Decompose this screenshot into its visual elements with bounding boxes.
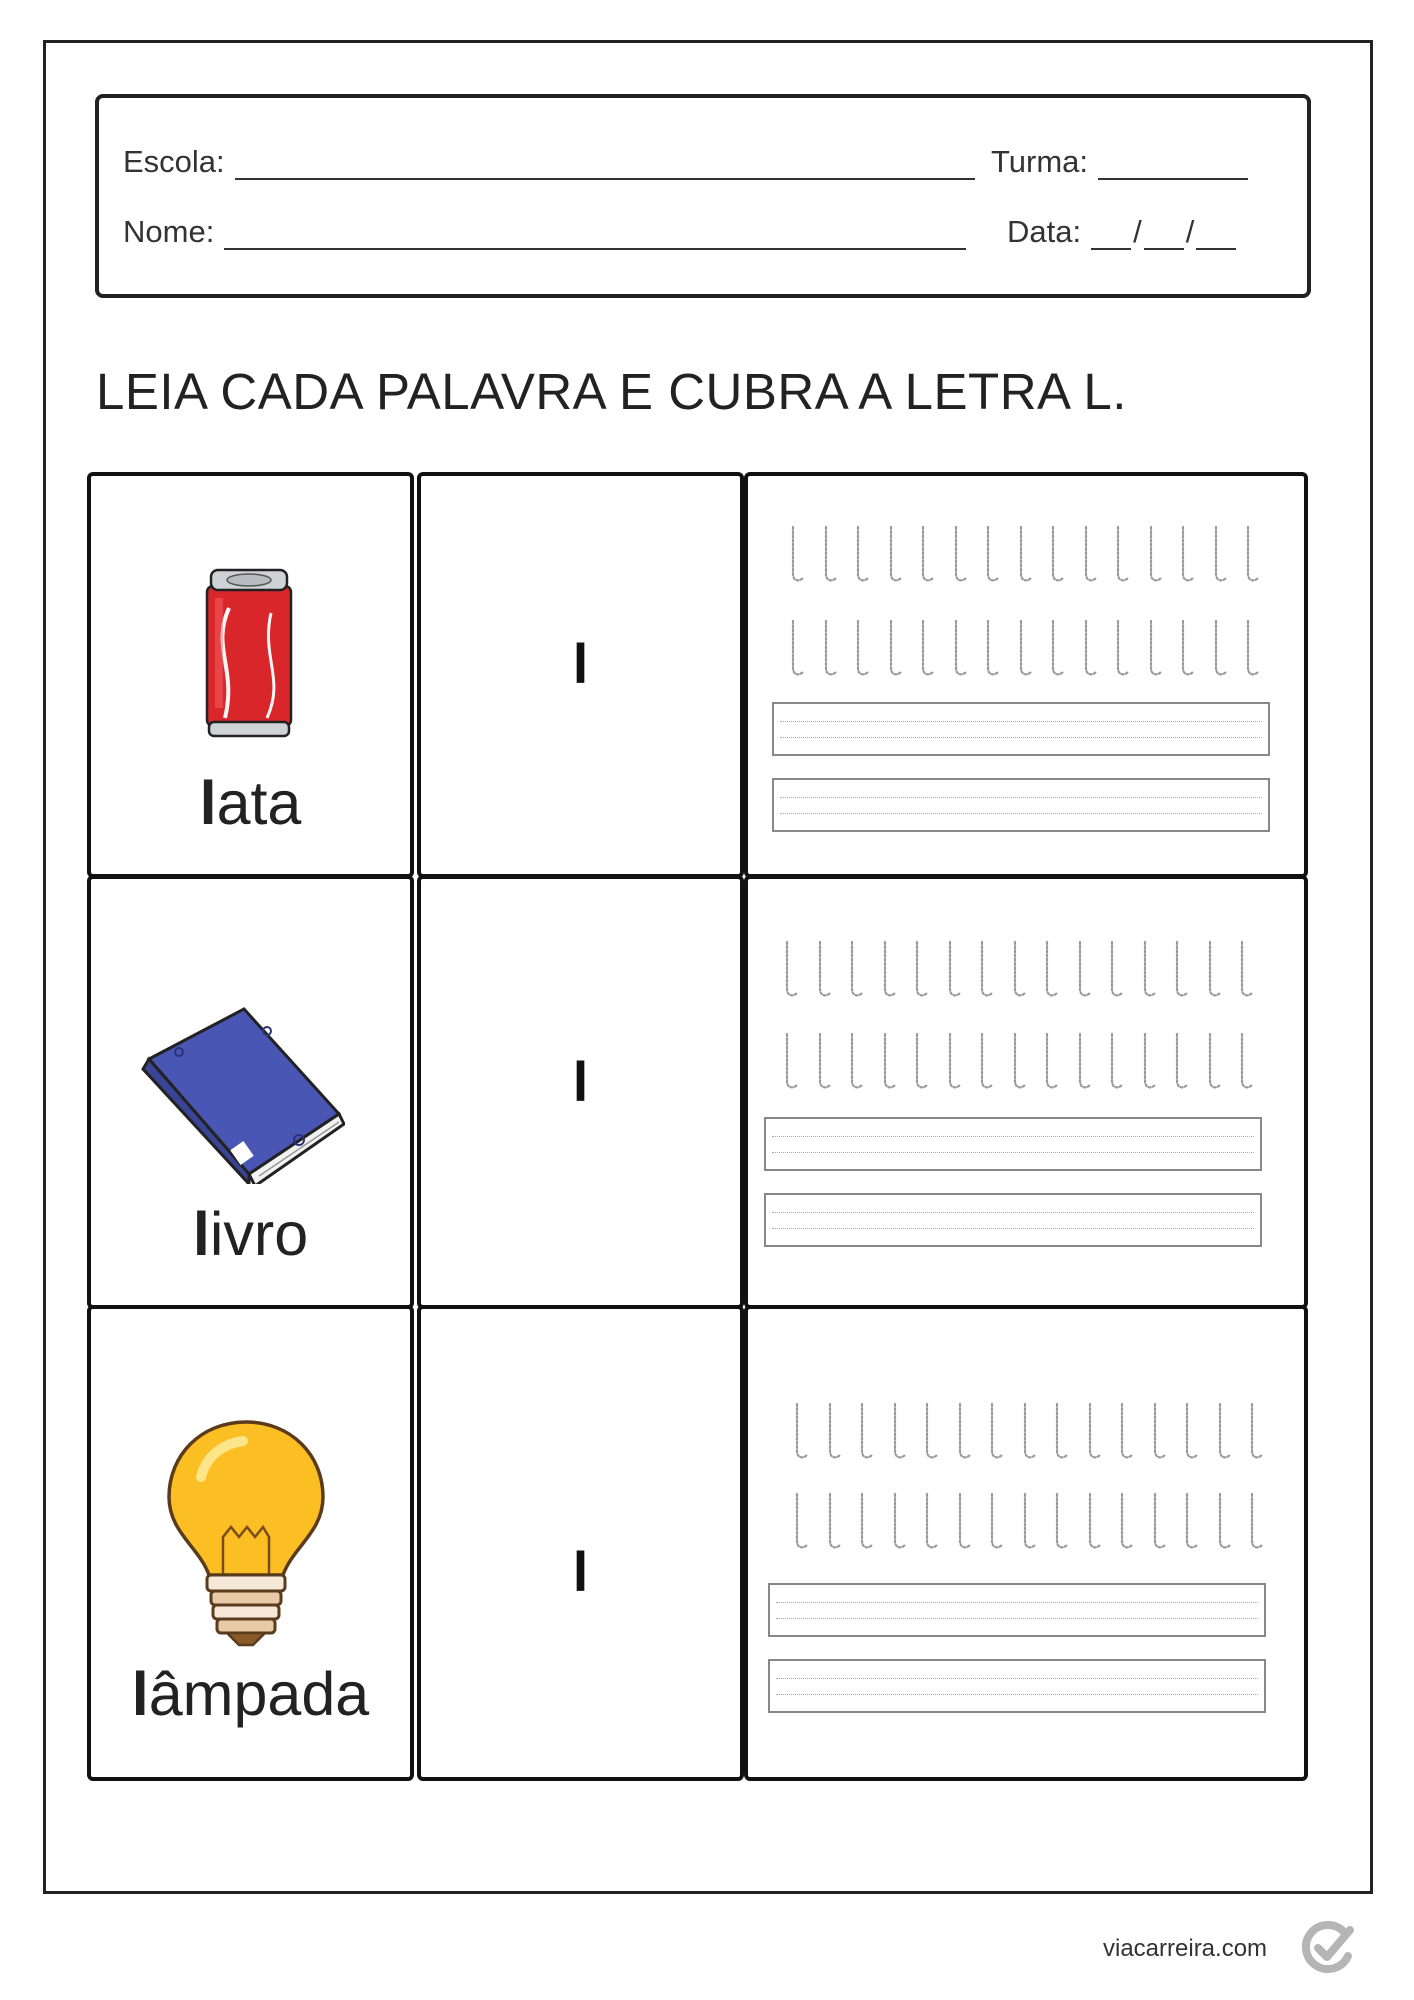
tracing-letter-l[interactable] <box>1235 1031 1255 1091</box>
tracing-letter-l[interactable] <box>1138 939 1158 999</box>
student-info-box <box>95 94 1311 298</box>
tracing-letter-l[interactable] <box>790 1491 810 1551</box>
book-icon <box>139 1004 345 1184</box>
trace-row-3b[interactable] <box>790 1491 1265 1551</box>
tracing-letter-l[interactable] <box>949 618 969 678</box>
tracing-letter-l[interactable] <box>786 524 806 584</box>
letter-2: l <box>572 1050 589 1113</box>
tracing-letter-l[interactable] <box>1209 618 1229 678</box>
class-field <box>991 144 1248 180</box>
tracing-letter-l[interactable] <box>790 1401 810 1461</box>
tracing-letter-l[interactable] <box>845 1031 865 1091</box>
tracing-letter-l[interactable] <box>920 1491 940 1551</box>
write-line-1b[interactable] <box>772 778 1270 832</box>
date-label: Data: <box>1007 214 1082 249</box>
letter-1: l <box>572 632 589 695</box>
tracing-letter-l[interactable] <box>985 1401 1005 1461</box>
tracing-letter-l[interactable] <box>1170 939 1190 999</box>
image-cell-2 <box>87 875 414 1309</box>
tracing-letter-l[interactable] <box>855 1401 875 1461</box>
date-field <box>1007 214 1236 250</box>
tracing-letter-l[interactable] <box>981 618 1001 678</box>
tracing-letter-l[interactable] <box>1203 1031 1223 1091</box>
tracing-letter-l[interactable] <box>813 939 833 999</box>
tracing-letter-l[interactable] <box>1050 1401 1070 1461</box>
tracing-letter-l[interactable] <box>910 1031 930 1091</box>
tracing-letter-l[interactable] <box>851 618 871 678</box>
tracing-letter-l[interactable] <box>1046 524 1066 584</box>
footer-site-link[interactable]: viacarreira.com <box>1103 1935 1268 1962</box>
tracing-letter-l[interactable] <box>1213 1401 1233 1461</box>
school-field <box>123 144 975 180</box>
tracing-letter-l[interactable] <box>813 1031 833 1091</box>
name-input-line[interactable] <box>224 220 966 250</box>
tracing-letter-l[interactable] <box>1213 1491 1233 1551</box>
school-input-line[interactable] <box>235 150 975 180</box>
tracing-letter-l[interactable] <box>786 618 806 678</box>
tracing-letter-l[interactable] <box>1014 618 1034 678</box>
tracing-letter-l[interactable] <box>953 1491 973 1551</box>
tracing-letter-l[interactable] <box>975 1031 995 1091</box>
tracing-letter-l[interactable] <box>1115 1401 1135 1461</box>
trace-row-2b[interactable] <box>780 1031 1255 1091</box>
viacarreira-check-logo-icon <box>1300 1920 1356 1976</box>
letter-3: l <box>572 1540 589 1603</box>
tracing-letter-l[interactable] <box>1180 1401 1200 1461</box>
tracing-letter-l[interactable] <box>1148 1491 1168 1551</box>
tracing-letter-l[interactable] <box>1241 524 1261 584</box>
tracing-letter-l[interactable] <box>823 1401 843 1461</box>
trace-cell-3[interactable] <box>744 1305 1308 1781</box>
tracing-letter-l[interactable] <box>1111 524 1131 584</box>
tracing-letter-l[interactable] <box>1073 1031 1093 1091</box>
tracing-letter-l[interactable] <box>884 618 904 678</box>
tracing-letter-l[interactable] <box>780 939 800 999</box>
letter-cell-3 <box>417 1305 744 1781</box>
word-3-rest: âmpada <box>148 1660 370 1728</box>
tracing-letter-l[interactable] <box>1245 1401 1265 1461</box>
tracing-letter-l[interactable] <box>819 524 839 584</box>
tracing-letter-l[interactable] <box>910 939 930 999</box>
write-line-1a[interactable] <box>772 702 1270 756</box>
tracing-letter-l[interactable] <box>1079 524 1099 584</box>
tracing-letter-l[interactable] <box>855 1491 875 1551</box>
trace-row-2a[interactable] <box>780 939 1255 999</box>
tracing-letter-l[interactable] <box>920 1401 940 1461</box>
word-2 <box>91 1199 410 1269</box>
tracing-letter-l[interactable] <box>1083 1491 1103 1551</box>
trace-row-1a[interactable] <box>786 524 1261 584</box>
tracing-letter-l[interactable] <box>888 1401 908 1461</box>
name-label: Nome: <box>123 214 215 249</box>
date-input[interactable]: / / <box>1091 214 1236 250</box>
tracing-letter-l[interactable] <box>1235 939 1255 999</box>
tracing-letter-l[interactable] <box>1138 1031 1158 1091</box>
tracing-letter-l[interactable] <box>916 524 936 584</box>
soda-can-icon <box>201 568 297 738</box>
tracing-letter-l[interactable] <box>1014 524 1034 584</box>
tracing-letter-l[interactable] <box>981 524 1001 584</box>
tracing-letter-l[interactable] <box>1050 1491 1070 1551</box>
write-line-3a[interactable] <box>768 1583 1266 1637</box>
name-field <box>123 214 966 250</box>
tracing-letter-l[interactable] <box>884 524 904 584</box>
tracing-letter-l[interactable] <box>1040 939 1060 999</box>
tracing-letter-l[interactable] <box>1170 1031 1190 1091</box>
light-bulb-icon <box>161 1417 331 1649</box>
tracing-letter-l[interactable] <box>1073 939 1093 999</box>
write-line-2b[interactable] <box>764 1193 1262 1247</box>
word-3-first-letter: l <box>131 1660 149 1728</box>
trace-cell-2[interactable] <box>744 875 1308 1309</box>
image-cell-1 <box>87 472 414 878</box>
tracing-letter-l[interactable] <box>780 1031 800 1091</box>
word-2-rest: ivro <box>209 1200 309 1268</box>
tracing-letter-l[interactable] <box>851 524 871 584</box>
tracing-letter-l[interactable] <box>1115 1491 1135 1551</box>
tracing-letter-l[interactable] <box>916 618 936 678</box>
image-cell-3 <box>87 1305 414 1781</box>
word-2-first-letter: l <box>192 1200 210 1268</box>
tracing-letter-l[interactable] <box>1209 524 1229 584</box>
tracing-letter-l[interactable] <box>949 524 969 584</box>
write-line-3b[interactable] <box>768 1659 1266 1713</box>
class-input-line[interactable] <box>1098 150 1248 180</box>
word-3 <box>91 1659 410 1729</box>
tracing-letter-l[interactable] <box>975 939 995 999</box>
tracing-letter-l[interactable] <box>1018 1491 1038 1551</box>
tracing-letter-l[interactable] <box>1046 618 1066 678</box>
tracing-letter-l[interactable] <box>1144 524 1164 584</box>
tracing-letter-l[interactable] <box>1008 1031 1028 1091</box>
class-label: Turma: <box>991 144 1089 179</box>
tracing-letter-l[interactable] <box>1111 618 1131 678</box>
instruction-title: LEIA CADA PALAVRA E CUBRA A LETRA L. <box>96 363 1127 420</box>
tracing-letter-l[interactable] <box>943 939 963 999</box>
tracing-letter-l[interactable] <box>845 939 865 999</box>
tracing-letter-l[interactable] <box>819 618 839 678</box>
tracing-letter-l[interactable] <box>1105 1031 1125 1091</box>
tracing-letter-l[interactable] <box>1203 939 1223 999</box>
trace-row-3a[interactable] <box>790 1401 1265 1461</box>
tracing-letter-l[interactable] <box>1148 1401 1168 1461</box>
tracing-letter-l[interactable] <box>1245 1491 1265 1551</box>
tracing-letter-l[interactable] <box>1040 1031 1060 1091</box>
tracing-letter-l[interactable] <box>985 1491 1005 1551</box>
tracing-letter-l[interactable] <box>1176 524 1196 584</box>
tracing-letter-l[interactable] <box>1144 618 1164 678</box>
tracing-letter-l[interactable] <box>878 1031 898 1091</box>
tracing-letter-l[interactable] <box>1176 618 1196 678</box>
tracing-letter-l[interactable] <box>888 1491 908 1551</box>
tracing-letter-l[interactable] <box>1083 1401 1103 1461</box>
tracing-letter-l[interactable] <box>878 939 898 999</box>
letter-cell-2 <box>417 875 744 1309</box>
tracing-letter-l[interactable] <box>823 1491 843 1551</box>
tracing-letter-l[interactable] <box>953 1401 973 1461</box>
letter-cell-1 <box>417 472 744 878</box>
tracing-letter-l[interactable] <box>1180 1491 1200 1551</box>
word-1 <box>91 768 410 838</box>
tracing-letter-l[interactable] <box>1079 618 1099 678</box>
trace-cell-1[interactable] <box>744 472 1308 878</box>
word-1-first-letter: l <box>199 769 217 837</box>
trace-row-1b[interactable] <box>786 618 1261 678</box>
school-label: Escola: <box>123 144 225 179</box>
tracing-letter-l[interactable] <box>1241 618 1261 678</box>
tracing-letter-l[interactable] <box>1018 1401 1038 1461</box>
word-1-rest: ata <box>216 769 302 837</box>
write-line-2a[interactable] <box>764 1117 1262 1171</box>
tracing-letter-l[interactable] <box>943 1031 963 1091</box>
tracing-letter-l[interactable] <box>1105 939 1125 999</box>
tracing-letter-l[interactable] <box>1008 939 1028 999</box>
